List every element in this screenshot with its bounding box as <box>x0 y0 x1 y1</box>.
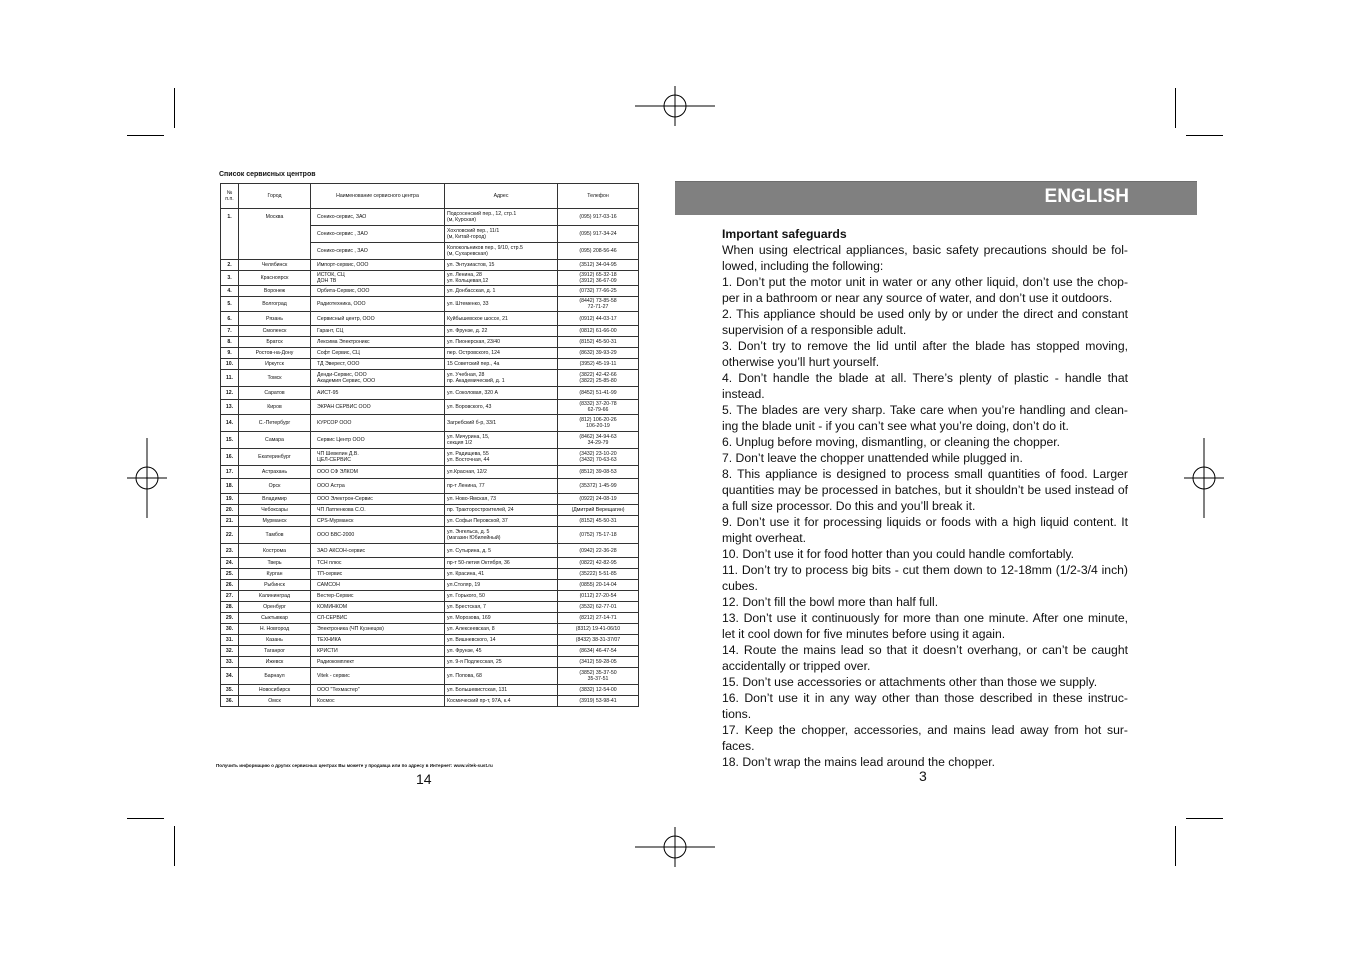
crop-mark <box>1186 818 1223 819</box>
table-row <box>221 624 639 635</box>
address-cell: ул.Столяр, 19 <box>445 580 558 591</box>
address-cell: ул. Ленина, 28 ул. Кольцевая,12 <box>445 271 558 286</box>
city-cell: Кострома <box>239 544 311 558</box>
row-number: 6. <box>221 312 239 326</box>
row-number: 32. <box>221 646 239 657</box>
city-cell: Оренбург <box>239 602 311 613</box>
page-number: 14 <box>416 771 432 787</box>
crop-mark <box>127 135 164 136</box>
address-cell: Подсосенский пер., 12, стр.1 (м, Курская) <box>445 209 558 226</box>
phone-cell: (3912) 65-32-18 (3912) 36-67-09 <box>558 271 639 286</box>
safeguard-item: 10. Don’t use it for food hotter than you could handle comfortably. <box>722 547 1075 561</box>
address-cell: ул. Морозова, 169 <box>445 613 558 624</box>
table-row <box>221 505 639 516</box>
registration-mark-icon <box>127 438 167 518</box>
city-cell: Таганрог <box>239 646 311 657</box>
service-center-name-cell: Лексима Электроникс <box>311 337 445 348</box>
address-cell: ул. Вишневского, 14 <box>445 635 558 646</box>
safeguard-item: 8. This appliance is designed to process small quantities of food. Larger quantities may be processed in batches, but it shouldn’t be used instead of a full size processor. Do this and you’ll break it. <box>722 467 1128 513</box>
service-center-name-cell: КОМИНКОМ <box>311 602 445 613</box>
column-header: Адрес <box>445 184 558 209</box>
service-center-name-cell: Орбита-Сервис, ООО <box>311 286 445 297</box>
table-row <box>221 359 639 370</box>
address-cell: ул. Брестская, 7 <box>445 602 558 613</box>
city-cell: Челябинск <box>239 260 311 271</box>
safeguard-item: 14. Route the mains lead so that it doesn’t overhang, or can’t be caught accidentally or tripped over. <box>722 643 1128 673</box>
table-row <box>221 415 639 432</box>
phone-cell: (35372) 1-45-99 <box>558 479 639 494</box>
phone-cell: (8212) 27-14-71 <box>558 613 639 624</box>
safeguard-item: 1. Don’t put the motor unit in water or any other liquid, don’t use the chop-per in a bathroom or near any source of water, and don’t use it outdoors. <box>722 275 1128 305</box>
city-cell: Чебоксары <box>239 505 311 516</box>
service-center-name-cell: КУРСОР ООО <box>311 415 445 432</box>
safeguard-item: 13. Don’t use it continuously for more than one minute. After one minute, let it cool down for five minutes before using it again. <box>722 611 1128 641</box>
safeguard-item: 11. Don’t try to process big bits - cut them down to 12-18mm (1/2-3/4 inch) cubes. <box>722 563 1128 593</box>
phone-cell: (3952) 45-19-11 <box>558 359 639 370</box>
address-cell: ул. Соколовая, 320 А <box>445 387 558 400</box>
city-cell: Смоленск <box>239 326 311 337</box>
city-cell: Н. Новгород <box>239 624 311 635</box>
phone-cell: (812) 106-20-26 106-20-19 <box>558 415 639 432</box>
safeguard-item: 15. Don’t use accessories or attachments other than those we supply. <box>722 675 1098 689</box>
phone-cell: (8452) 51-41-99 <box>558 387 639 400</box>
table-row <box>221 613 639 624</box>
crop-mark <box>174 826 175 866</box>
phone-cell: (0942) 22-36-28 <box>558 544 639 558</box>
phone-cell: (3919) 53-98-41 <box>558 696 639 707</box>
table-row <box>221 243 639 260</box>
address-cell: ул. Софьи Перовской, 37 <box>445 516 558 527</box>
table-row <box>221 432 639 449</box>
table-row <box>221 312 639 326</box>
address-cell: ул. Донбасская, д. 1 <box>445 286 558 297</box>
address-cell: Загребский б-р, 33/1 <box>445 415 558 432</box>
service-center-name-cell: ЧП Шевелин Д.В. ЦЕЛ-СЕРВИС <box>311 449 445 466</box>
address-cell: ул. Сутырина, д. 5 <box>445 544 558 558</box>
row-number: 5. <box>221 297 239 312</box>
table-row <box>221 544 639 558</box>
service-center-name-cell: ИСТОК, СЦ ДОН ТВ <box>311 271 445 286</box>
city-cell: Рязань <box>239 312 311 326</box>
service-center-name-cell: ООО "Техмастер" <box>311 685 445 696</box>
service-center-name-cell: ЧП Латпенкова С.О. <box>311 505 445 516</box>
safeguard-item: 9. Don’t use it for processing liquids or foods with a high liquid content. It might overheat. <box>722 515 1128 545</box>
row-number: 12. <box>221 387 239 400</box>
phone-cell: (8332) 37-20-78 62-79-66 <box>558 400 639 415</box>
service-center-name-cell: ООО БВС-2000 <box>311 527 445 544</box>
phone-cell: (8634) 46-47-54 <box>558 646 639 657</box>
safeguard-item: 2. This appliance should be used only by or under the direct and constant supervision of a responsible adult. <box>722 307 1128 337</box>
phone-cell: (095) 917-34-24 <box>558 226 639 243</box>
city-cell: Курган <box>239 569 311 580</box>
row-number: 29. <box>221 613 239 624</box>
table-row <box>221 602 639 613</box>
row-number: 8. <box>221 337 239 348</box>
table-row <box>221 400 639 415</box>
safeguards-section <box>722 226 1128 770</box>
phone-cell: (3832) 12-54-00 <box>558 685 639 696</box>
table-row <box>221 591 639 602</box>
service-center-name-cell: ООО Астра <box>311 479 445 494</box>
city-cell: Сыктывкар <box>239 613 311 624</box>
row-number: 28. <box>221 602 239 613</box>
service-center-name-cell: ТЕХНИКА <box>311 635 445 646</box>
row-number: 22. <box>221 527 239 544</box>
phone-cell: (0855) 20-14-04 <box>558 580 639 591</box>
language-label: ENGLISH <box>1044 186 1129 207</box>
column-header: № п.п. <box>221 184 239 209</box>
safeguard-item: 16. Don’t use it in any way other than those described in these instruc-tions. <box>722 691 1128 721</box>
phone-cell: (3532) 62-77-01 <box>558 602 639 613</box>
crop-mark <box>1175 88 1176 128</box>
column-header: Город <box>239 184 311 209</box>
row-number: 15. <box>221 432 239 449</box>
phone-cell: (0822) 42-82-95 <box>558 558 639 569</box>
phone-cell: (3512) 34-04-95 <box>558 260 639 271</box>
registration-mark-icon <box>1184 438 1224 518</box>
table-title: Список сервисных центров <box>219 171 316 178</box>
city-cell: С.-Петербург <box>239 415 311 432</box>
row-number: 14. <box>221 415 239 432</box>
row-number: 24. <box>221 558 239 569</box>
address-cell: Куйбышевское шоссе, 21 <box>445 312 558 326</box>
row-number: 33. <box>221 657 239 668</box>
table-row <box>221 337 639 348</box>
safeguards-list <box>722 242 1128 770</box>
city-cell: Екатеринбург <box>239 449 311 466</box>
page-number: 3 <box>919 768 927 784</box>
service-center-name-cell: ТД Эверест, ООО <box>311 359 445 370</box>
address-cell: ул. Учебная, 28 пр. Академический, д. 1 <box>445 370 558 387</box>
city-cell: Братск <box>239 337 311 348</box>
address-cell: ул. Ново-Ямская, 73 <box>445 494 558 505</box>
city-cell: Калининград <box>239 591 311 602</box>
phone-cell: (8632) 39-93-29 <box>558 348 639 359</box>
phone-cell: (095) 208-56-46 <box>558 243 639 260</box>
row-number: 19. <box>221 494 239 505</box>
city-cell: Казань <box>239 635 311 646</box>
service-center-name-cell: Сервисный центр, ООО <box>311 312 445 326</box>
service-center-name-cell: Денди-Сервис, ООО Академия Сервис, ООО <box>311 370 445 387</box>
row-number: 36. <box>221 696 239 707</box>
service-center-name-cell: Сонико-сервис , ЗАО <box>311 243 445 260</box>
table-row <box>221 635 639 646</box>
phone-cell: (0112) 27-20-54 <box>558 591 639 602</box>
city-cell: Томск <box>239 370 311 387</box>
phone-cell: (0912) 44-03-17 <box>558 312 639 326</box>
phone-cell: (0922) 24-08-19 <box>558 494 639 505</box>
city-cell: Владимир <box>239 494 311 505</box>
address-cell: Космический пр-т, 97А, к.4 <box>445 696 558 707</box>
row-number: 2. <box>221 260 239 271</box>
address-cell: ул. Пионерская, 23/40 <box>445 337 558 348</box>
city-cell: Воронеж <box>239 286 311 297</box>
safeguard-item: 3. Don’t try to remove the lid until after the blade has stopped moving, otherwise you’ll hurt yourself. <box>722 339 1128 369</box>
row-number: 16. <box>221 449 239 466</box>
service-center-name-cell: Сонико-сервис , ЗАО <box>311 226 445 243</box>
city-cell: Иркутск <box>239 359 311 370</box>
phone-cell: (35222) 5-51-85 <box>558 569 639 580</box>
service-center-name-cell: ТП-сервис <box>311 569 445 580</box>
service-center-name-cell: ЭКРАН СЕРВИС ООО <box>311 400 445 415</box>
row-number: 17. <box>221 466 239 479</box>
service-center-name-cell: ЗАО АКСОН-сервис <box>311 544 445 558</box>
row-number: 11. <box>221 370 239 387</box>
service-center-name-cell: Импорт-сервис, ООО <box>311 260 445 271</box>
address-cell: Колокольников пер., 9/10, стр.5 (м, Сухаревская) <box>445 243 558 260</box>
address-cell: ул. Большевистская, 131 <box>445 685 558 696</box>
address-cell: пр-т Ленина, 77 <box>445 479 558 494</box>
phone-cell: (8512) 39-08-53 <box>558 466 639 479</box>
table-row <box>221 226 639 243</box>
city-cell: Ростов-на-Дону <box>239 348 311 359</box>
row-number: 10. <box>221 359 239 370</box>
address-cell: ул. Мичурина, 15, секция 1/2 <box>445 432 558 449</box>
service-center-name-cell: ООО Электрон-Сервис <box>311 494 445 505</box>
phone-cell: (0732) 77-66-25 <box>558 286 639 297</box>
address-cell: ул. Фрунзе, д. 22 <box>445 326 558 337</box>
address-cell: ул. Энтузиастов, 15 <box>445 260 558 271</box>
city-cell: Новосибирск <box>239 685 311 696</box>
table-row <box>221 209 639 226</box>
city-cell: Тверь <box>239 558 311 569</box>
phone-cell: (8312) 19-41-06/10 <box>558 624 639 635</box>
safeguard-item: 6. Unplug before moving, dismantling, or cleaning the chopper. <box>722 435 1061 449</box>
service-centers-table <box>220 183 639 707</box>
safeguard-item: 12. Don’t fill the bowl more than half full. <box>722 595 939 609</box>
table-row <box>221 558 639 569</box>
table-row <box>221 479 639 494</box>
service-center-name-cell: САМСОН <box>311 580 445 591</box>
row-number: 25. <box>221 569 239 580</box>
table-row <box>221 387 639 400</box>
service-center-name-cell: CPS-Мурманск <box>311 516 445 527</box>
phone-cell: (3822) 42-42-66 (3822) 25-85-80 <box>558 370 639 387</box>
address-cell: пр. Тракторостроителей, 24 <box>445 505 558 516</box>
row-number: 31. <box>221 635 239 646</box>
crop-mark <box>1186 135 1223 136</box>
phone-cell: (3432) 23-10-20 (3432) 70-63-63 <box>558 449 639 466</box>
table-row <box>221 646 639 657</box>
phone-cell: (8432) 38-31-37/07 <box>558 635 639 646</box>
address-cell: Хохловский пер., 11/1 (м, Китай-город) <box>445 226 558 243</box>
city-cell: Астрахань <box>239 466 311 479</box>
service-center-name-cell: ТСН плюс <box>311 558 445 569</box>
row-number: 7. <box>221 326 239 337</box>
phone-cell: (8462) 34-94-63 34-29-79 <box>558 432 639 449</box>
table-row <box>221 286 639 297</box>
safeguard-item: 7. Don’t leave the chopper unattended while plugged in. <box>722 451 1023 465</box>
table-row <box>221 657 639 668</box>
safeguard-item: 4. Don’t handle the blade at all. There’s plenty of plastic - handle that instead. <box>722 371 1128 401</box>
row-number <box>221 243 239 260</box>
phone-cell: (3412) 59-28-05 <box>558 657 639 668</box>
city-cell: Волгоград <box>239 297 311 312</box>
row-number: 18. <box>221 479 239 494</box>
left-page <box>216 168 640 788</box>
city-cell: Омск <box>239 696 311 707</box>
service-center-name-cell: Гарант, СЦ <box>311 326 445 337</box>
row-number: 1. <box>221 209 239 226</box>
table-row <box>221 370 639 387</box>
table-row <box>221 527 639 544</box>
table-body <box>221 209 639 707</box>
table-row <box>221 466 639 479</box>
table-row <box>221 494 639 505</box>
phone-cell: (8152) 45-50-31 <box>558 516 639 527</box>
address-cell: ул.Красная, 12/2 <box>445 466 558 479</box>
table-row <box>221 326 639 337</box>
city-cell: Рыбинск <box>239 580 311 591</box>
address-cell: ул. Фрунзе, 45 <box>445 646 558 657</box>
section-heading: Important safeguards <box>722 227 847 241</box>
service-center-name-cell: Электроника (ЧП Кузнецов) <box>311 624 445 635</box>
service-center-name-cell: КРИСТИ <box>311 646 445 657</box>
address-cell: ул. Штеменко, 33 <box>445 297 558 312</box>
table-row <box>221 569 639 580</box>
table-row <box>221 260 639 271</box>
registration-mark-icon <box>635 827 715 867</box>
table-row <box>221 516 639 527</box>
language-banner <box>675 181 1197 215</box>
address-cell: ул. 9-я Подлесская, 25 <box>445 657 558 668</box>
safeguard-item: 5. The blades are very sharp. Take care when you’re handling and clean-ing the blade unit - if you can’t see what you’re doing, don’t do it. <box>722 403 1128 433</box>
service-center-name-cell: Сонико-сервис, ЗАО <box>311 209 445 226</box>
city-cell <box>239 243 311 260</box>
address-cell: пр-т 50-летия Октября, 36 <box>445 558 558 569</box>
phone-cell: (3852) 35-37-50 35-37-51 <box>558 668 639 685</box>
city-cell <box>239 226 311 243</box>
phone-cell: (8442) 73-85-58 72-71-27 <box>558 297 639 312</box>
address-cell: ул. Радищева, 55 ул. Восточная, 44 <box>445 449 558 466</box>
phone-cell: (0812) 61-66-00 <box>558 326 639 337</box>
service-center-name-cell: Вестер-Сервис <box>311 591 445 602</box>
service-center-name-cell: АИСТ-95 <box>311 387 445 400</box>
row-number: 23. <box>221 544 239 558</box>
table-row <box>221 348 639 359</box>
phone-cell: (8152) 45-50-31 <box>558 337 639 348</box>
row-number: 27. <box>221 591 239 602</box>
table-row <box>221 580 639 591</box>
city-cell: Самара <box>239 432 311 449</box>
table-row <box>221 271 639 286</box>
safeguard-item: 17. Keep the chopper, accessories, and mains lead away from hot sur-faces. <box>722 723 1128 753</box>
table-row <box>221 696 639 707</box>
service-center-name-cell: Радиотехника, ООО <box>311 297 445 312</box>
table-footnote: Получить информацию о других сервисных центрах Вы можете у продавца или по адресу в Интернет: www.vitek-sust.ru <box>216 763 493 768</box>
address-cell: 15 Советский пер., 4а <box>445 359 558 370</box>
row-number: 9. <box>221 348 239 359</box>
service-center-name-cell: СЛ-СЕРВИС <box>311 613 445 624</box>
address-cell: ул. Алексеевская, 8 <box>445 624 558 635</box>
service-center-name-cell: Софт Сервис, СЦ <box>311 348 445 359</box>
service-center-name-cell: ООО СФ ЭЛКОМ <box>311 466 445 479</box>
row-number: 35. <box>221 685 239 696</box>
column-header: Наименование сервисного центра <box>311 184 445 209</box>
row-number: 20. <box>221 505 239 516</box>
service-center-name-cell: Радиокомплект <box>311 657 445 668</box>
row-number: 3. <box>221 271 239 286</box>
city-cell: Ижевск <box>239 657 311 668</box>
crop-mark <box>1175 826 1176 866</box>
address-cell: ул. Красина, 41 <box>445 569 558 580</box>
address-cell: ул. Энгельса, д. 5 (магазин Юбилейный) <box>445 527 558 544</box>
row-number: 13. <box>221 400 239 415</box>
service-center-name-cell: Сервис Центр ООО <box>311 432 445 449</box>
city-cell: Мурманск <box>239 516 311 527</box>
crop-mark <box>174 88 175 128</box>
phone-cell: (Дмитрий Верещагин) <box>558 505 639 516</box>
row-number: 21. <box>221 516 239 527</box>
table-row <box>221 449 639 466</box>
address-cell: пер. Островского, 124 <box>445 348 558 359</box>
city-cell: Красноярск <box>239 271 311 286</box>
address-cell: ул. Воровского, 43 <box>445 400 558 415</box>
city-cell: Саратов <box>239 387 311 400</box>
crop-mark <box>127 818 164 819</box>
city-cell: Киров <box>239 400 311 415</box>
intro-paragraph: When using electrical appliances, basic safety precautions should be fol-lowed, including the following: <box>722 243 1128 273</box>
address-cell: ул. Попова, 68 <box>445 668 558 685</box>
service-center-name-cell: Космос <box>311 696 445 707</box>
phone-cell: (095) 917-03-16 <box>558 209 639 226</box>
city-cell: Москва <box>239 209 311 226</box>
row-number: 30. <box>221 624 239 635</box>
row-number <box>221 226 239 243</box>
city-cell: Барнаул <box>239 668 311 685</box>
table-row <box>221 668 639 685</box>
service-center-name-cell: Vitek - сервис <box>311 668 445 685</box>
table-row <box>221 685 639 696</box>
safeguard-item: 18. Don’t wrap the mains lead around the chopper. <box>722 755 996 769</box>
table-row <box>221 297 639 312</box>
row-number: 34. <box>221 668 239 685</box>
row-number: 26. <box>221 580 239 591</box>
address-cell: ул. Горького, 50 <box>445 591 558 602</box>
table-header-row <box>221 184 639 209</box>
phone-cell: (0752) 75-17-18 <box>558 527 639 544</box>
registration-mark-icon <box>635 86 715 126</box>
city-cell: Тамбов <box>239 527 311 544</box>
column-header: Телефон <box>558 184 639 209</box>
city-cell: Орск <box>239 479 311 494</box>
row-number: 4. <box>221 286 239 297</box>
